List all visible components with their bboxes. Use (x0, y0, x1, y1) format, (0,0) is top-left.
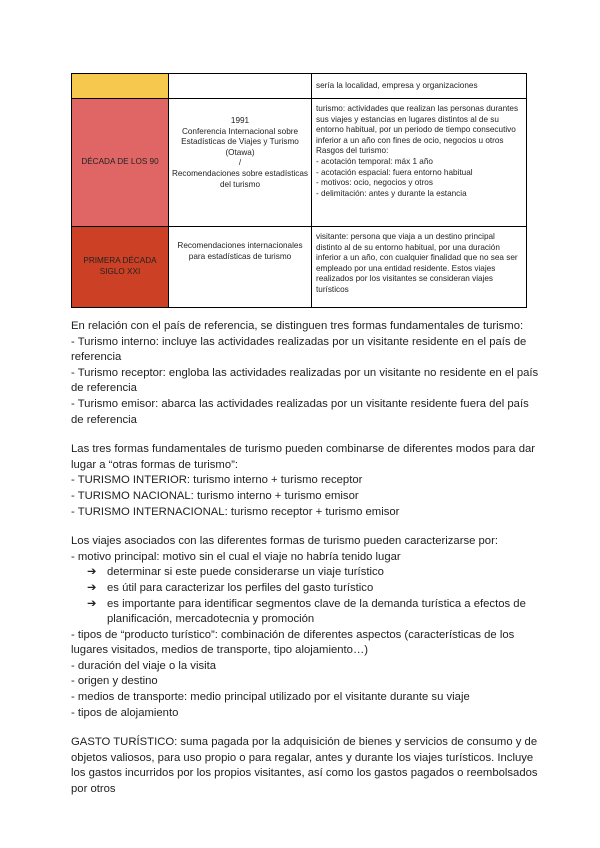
paragraph: Las tres formas fundamentales de turismo pueden combinarse de diferentes modos para dar lugar a “otras formas de turismo”: (71, 443, 536, 471)
definition-trait: - delimitación: antes y durante la estancia (316, 188, 467, 198)
event-separator: / (238, 158, 242, 168)
paragraph-gasto-turistico: GASTO TURÍSTICO: suma pagada por la adquisición de bienes y servicios de consumo y de objetos valiosos, para uso propio o para regalar, antes y durante los viajes turísticos. Incluye los gastos incurridos por los propios visitantes, así como los gastos pagados o reembolsados por otros (71, 736, 538, 796)
list-item: - motivo principal: motivo sin el cual el viaje no habría tenido lugar (71, 550, 401, 563)
list-item: - medios de transporte: medio principal utilizado por el visitante durante su viaje (71, 691, 470, 704)
table-row (72, 227, 527, 308)
definition-tourism: turismo: actividades que realizan las personas durantes sus viajes y estancias en lugares distintos al de su entorno habitual, por un periodo de tiempo consecutivo inferior a un año con fines de ocio, negocios u otros (316, 104, 519, 145)
decade-cell: PRIMERA DÉCADA SIGLO XXI (72, 227, 169, 308)
list-item: - TURISMO NACIONAL: turismo interno + turismo emisor (71, 489, 359, 502)
event-cell: Recomendaciones internacionales para estadísticas de turismo (169, 227, 312, 308)
paragraph: Los viajes asociados con las diferentes formas de turismo pueden caracterizarse por: (71, 535, 498, 548)
arrow-icon: ➔ (87, 597, 97, 610)
list-item: - duración del viaje o la visita (71, 659, 217, 672)
event-recommendations: Recomendaciones sobre estadísticas del turismo (171, 168, 309, 189)
list-item: - tipos de “producto turístico”: combinación de diferentes aspectos (características de los lugares visitados, medios de transporte, tipo alojamiento…) (71, 628, 515, 657)
definition-traits-heading: Rasgos del turismo: (316, 146, 389, 156)
paragraph: En relación con el país de referencia, se distinguen tres formas fundamentales de turismo: (71, 320, 524, 332)
decade-cell-empty (72, 74, 169, 99)
list-item: - tipos de alojamiento (71, 706, 179, 719)
tourism-history-table (71, 73, 527, 308)
document-body (71, 319, 541, 798)
list-item: - Turismo interno: incluye las actividades realizadas por un visitante residente en el país de referencia (71, 335, 527, 364)
event-year: 1991 (230, 116, 250, 125)
decade-cell: DÉCADA DE LOS 90 (72, 99, 169, 227)
arrow-icon: ➔ (87, 566, 97, 579)
event-cell (169, 99, 312, 227)
arrow-list-item: ➔ determinar si este puede considerarse un viaje turístico (71, 565, 541, 581)
definition-trait: - motivos: ocio, negocios y otros (316, 178, 433, 188)
table-row (72, 74, 527, 99)
arrow-icon: ➔ (87, 581, 97, 594)
list-item: - Turismo emisor: abarca las actividades realizadas por un visitante residente fuera del país de referencia (71, 397, 529, 426)
definition-cell: sería la localidad, empresa y organizaciones (312, 74, 527, 99)
list-item: - TURISMO INTERNACIONAL: turismo receptor + turismo emisor (71, 505, 400, 518)
event-conference: Conferencia Internacional sobre Estadísticas de Viajes y Turismo (Otawa) (181, 126, 299, 157)
arrow-list-item: ➔ es importante para identificar segmentos clave de la demanda turística a efectos de planificación, mercadotecnia y promoción (71, 597, 541, 628)
table-row (72, 99, 527, 227)
event-cell-empty (169, 74, 312, 99)
definition-trait: - acotación temporal: máx 1 año (316, 156, 433, 166)
list-item: - Turismo receptor: engloba las actividades realizadas por un visitante no residente en el país de referencia (71, 366, 539, 395)
list-item: - TURISMO INTERIOR: turismo interno + turismo receptor (71, 474, 363, 487)
arrow-list-item: ➔ es útil para caracterizar los perfiles del gasto turístico (71, 581, 541, 597)
definition-cell (312, 99, 527, 227)
definition-trait: - acotación espacial: fuera entorno habitual (316, 167, 473, 177)
definition-cell: visitante: persona que viaja a un destino principal distinto al de su entorno habitual, por una duración inferior a un año, con cualquier finalidad que no sea ser empleado por una entidad residente. Estos viajes realizados por los visitantes se consideran viajes turísticos (312, 227, 527, 308)
list-item: - origen y destino (71, 675, 158, 688)
